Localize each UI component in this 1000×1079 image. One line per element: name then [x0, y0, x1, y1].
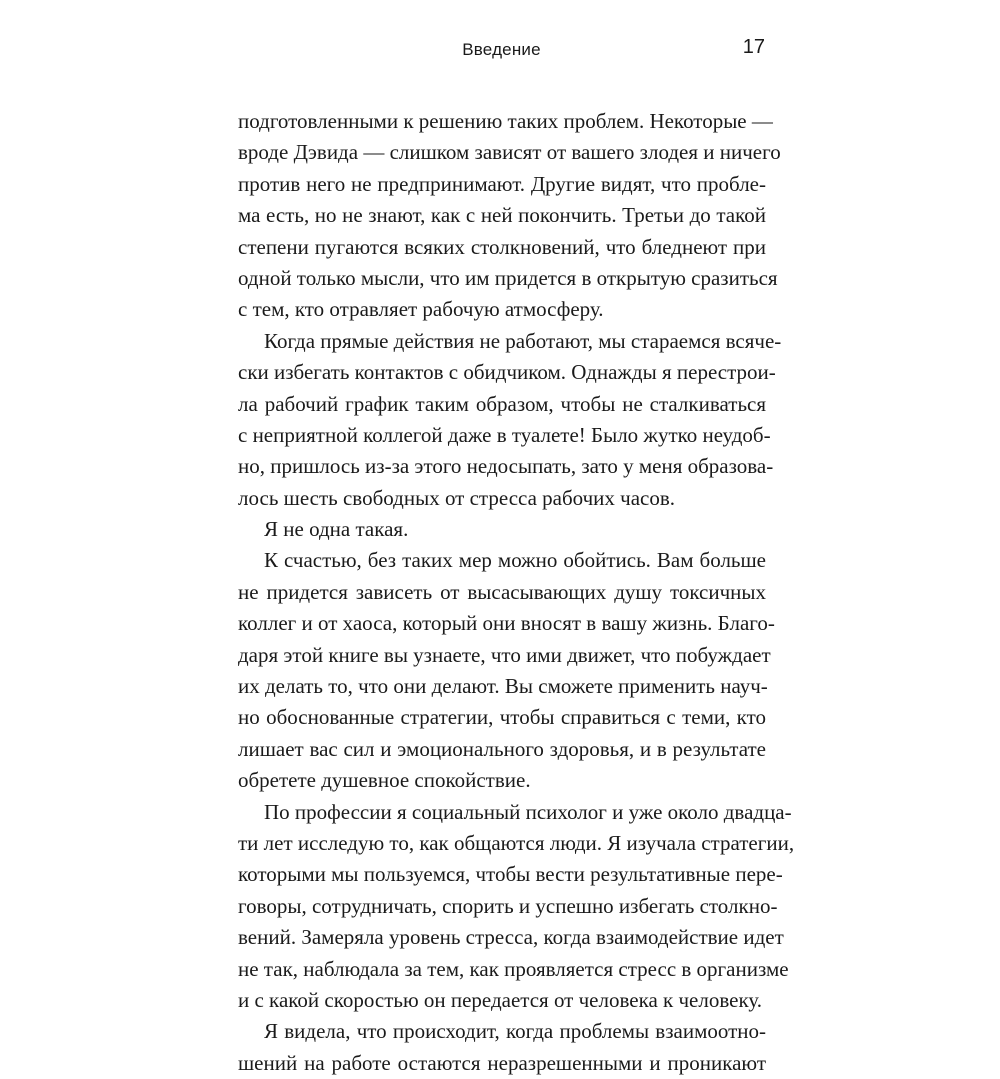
text-line: ма есть, но не знают, как с ней покончить. Третьи до такой	[238, 203, 766, 228]
text-line: Я не одна такая.	[264, 517, 409, 542]
text-line: ски избегать контактов с обидчиком. Однажды я перестрои-	[238, 360, 776, 385]
text-line: одной только мысли, что им придется в открытую сразиться	[238, 265, 778, 290]
text-line: ла рабочий график таким образом, чтобы не сталкиваться	[238, 391, 766, 416]
text-line: степени пугаются всяких столкновений, что бледнеют при	[238, 234, 766, 259]
text-line: ти лет исследую то, как общаются люди. Я изучала стратегии,	[238, 830, 795, 855]
text-line: даря этой книге вы узнаете, что ими движет, что побуждает	[238, 642, 771, 667]
text-line: но, пришлось из-за этого недосыпать, зато у меня образова-	[238, 454, 774, 479]
text-line: шений на работе остаются неразрешенными и проникают	[238, 1050, 766, 1075]
text-line: их делать то, что они делают. Вы сможете применить науч-	[238, 674, 768, 699]
text-line: но обоснованные стратегии, чтобы справиться с теми, кто	[238, 705, 766, 730]
text-line: К счастью, без таких мер можно обойтись. Вам больше	[264, 548, 766, 573]
text-line: Когда прямые действия не работают, мы стараемся всяче-	[264, 328, 782, 353]
text-line: вроде Дэвида — слишком зависят от вашего злодея и ничего	[238, 140, 781, 165]
text-line: коллег и от хаоса, который они вносят в вашу жизнь. Благо-	[238, 611, 775, 636]
text-line: с неприятной коллегой даже в туалете! Было жутко неудоб-	[238, 422, 771, 447]
text-line: лось шесть свободных от стресса рабочих часов.	[238, 485, 676, 510]
running-head	[238, 36, 765, 64]
text-line: не так, наблюдала за тем, как проявляется стресс в организме	[238, 956, 789, 981]
text-line: лишает вас сил и эмоционального здоровья, и в результате	[238, 736, 766, 761]
text-line: не придется зависеть от высасывающих душу токсичных	[238, 579, 766, 604]
running-head-title: Введение	[462, 40, 541, 59]
text-line: с тем, кто отравляет рабочую атмосферу.	[238, 297, 604, 322]
text-line: вений. Замеряла уровень стресса, когда взаимодействие идет	[238, 925, 784, 950]
text-line: обретете душевное спокойствие.	[238, 768, 531, 793]
text-line: говоры, сотрудничать, спорить и успешно избегать столкно-	[238, 893, 778, 918]
body-text	[238, 106, 795, 1079]
text-line: которыми мы пользуемся, чтобы вести результативные пере-	[238, 862, 783, 887]
text-line: подготовленными к решению таких проблем. Некоторые —	[238, 109, 773, 133]
text-line: против него не предпринимают. Другие видят, что пробле-	[238, 171, 766, 196]
text-line: и с какой скоростью он передается от человека к человеку.	[238, 987, 763, 1012]
text-line: Я видела, что происходит, когда проблемы взаимоотно-	[264, 1019, 766, 1044]
page-number: 17	[742, 36, 765, 58]
text-line: По профессии я социальный психолог и уже около двадца-	[264, 799, 792, 824]
